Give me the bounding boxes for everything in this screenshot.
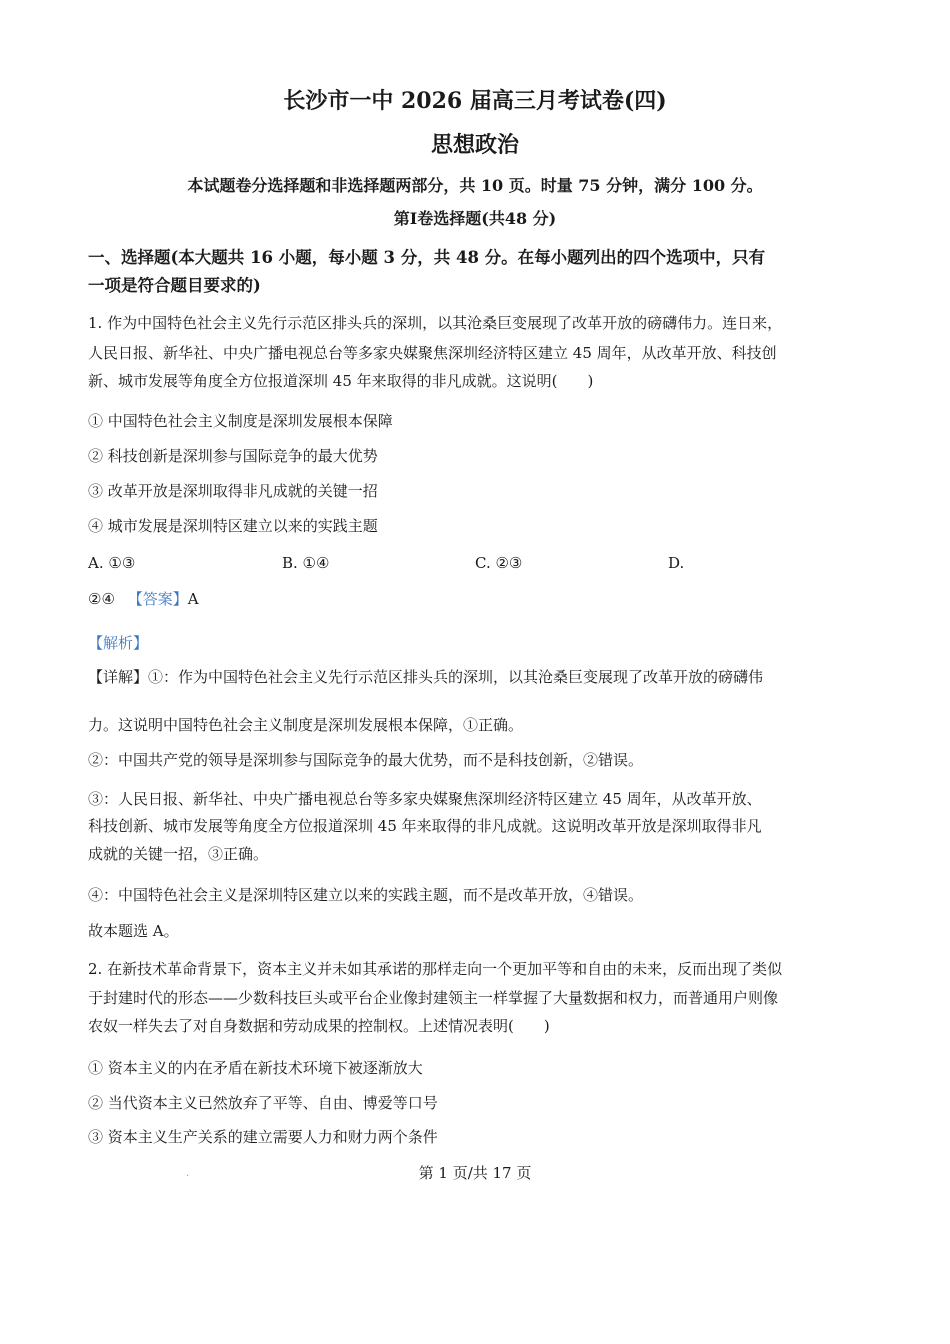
detail-text: ①：作为中国特色社会主义先行示范区排头兵的深圳，以其沧桑巨变展现了改革开放的磅礴伟 [148,668,764,686]
detail-line-1 [88,666,763,687]
q2-stem-line-1: 2. 在新技术革命背景下，资本主义并未如其承诺的那样走向一个更加平等和自由的未来，反而出现了类似 [88,960,783,978]
q1-item-1: ① 中国特色社会主义制度是深圳发展根本保障 [88,412,393,430]
detail-label: 【详解】 [88,668,149,686]
exam-title: 长沙市一中 2026 届高三月考试卷(四) [283,88,667,114]
part-heading: 第Ⅰ卷选择题(共48 分) [393,209,557,228]
detail-line-4: ③：人民日报、新华社、中央广播电视总台等多家央媒聚焦深圳经济特区建立 45 周年，从改革开放、 [88,790,762,808]
subject-title: 思想政治 [430,132,519,158]
q1-stem-line-1: 1. 作为中国特色社会主义先行示范区排头兵的深圳，以其沧桑巨变展现了改革开放的磅礴伟力。连日来， [88,314,783,332]
q1-option-c: C. ②③ [475,554,523,572]
analysis-label: 【解析】 [88,634,149,652]
q1-answer-line [88,588,199,609]
q1-option-d-continued: ②④ [88,590,115,608]
q1-stem-line-2: 人民日报、新华社、中央广播电视总台等多家央媒聚焦深圳经济特区建立 45 周年，从改革开放、科技创 [88,344,777,362]
answer-label: 【答案】 [127,590,188,608]
q2-item-1: ① 资本主义的内在矛盾在新技术环境下被逐渐放大 [88,1059,423,1077]
conclusion-line: 故本题选 A。 [88,922,179,940]
detail-line-6: 成就的关键一招，③正确。 [88,845,269,863]
q2-item-2: ② 当代资本主义已然放弃了平等、自由、博爱等口号 [88,1094,438,1112]
detail-line-3: ②：中国共产党的领导是深圳参与国际竞争的最大优势，而不是科技创新，②错误。 [88,751,644,769]
page-number: 第 1 页/共 17 页 [418,1164,532,1182]
q1-option-a: A. ①③ [88,554,136,572]
exam-info: 本试题卷分选择题和非选择题两部分，共 10 页。时量 75 分钟，满分 100 分。 [187,176,763,195]
section-heading-line-2: 一项是符合题目要求的) [88,276,261,295]
q1-option-d: D. [668,554,685,572]
section-heading-line-1: 一、选择题(本大题共 16 小题，每小题 3 分，共 48 分。在每小题列出的四个选项中，只有 [88,248,766,267]
detail-line-2: 力。这说明中国特色社会主义制度是深圳发展根本保障，①正确。 [88,716,524,734]
q2-stem-line-2: 于封建时代的形态——少数科技巨头或平台企业像封建领主一样掌握了大量数据和权力，而普通用户则像 [88,989,779,1007]
answer-value: A [187,590,199,608]
q1-item-3: ③ 改革开放是深圳取得非凡成就的关键一招 [88,482,378,500]
q2-item-3: ③ 资本主义生产关系的建立需要人力和财力两个条件 [88,1128,438,1146]
q1-option-b: B. ①④ [282,554,330,572]
detail-line-5: 科技创新、城市发展等角度全方位报道深圳 45 年来取得的非凡成就。这说明改革开放是深圳取得非凡 [88,817,762,835]
detail-line-7: ④：中国特色社会主义是深圳特区建立以来的实践主题，而不是改革开放，④错误。 [88,886,644,904]
footer-dot: . [186,1168,190,1179]
q2-stem-line-3: 农奴一样失去了对自身数据和劳动成果的控制权。上述情况表明( ) [88,1017,550,1035]
q1-item-2: ② 科技创新是深圳参与国际竞争的最大优势 [88,447,378,465]
q1-stem-line-3: 新、城市发展等角度全方位报道深圳 45 年来取得的非凡成就。这说明( ) [88,372,594,390]
q1-item-4: ④ 城市发展是深圳特区建立以来的实践主题 [88,517,378,535]
